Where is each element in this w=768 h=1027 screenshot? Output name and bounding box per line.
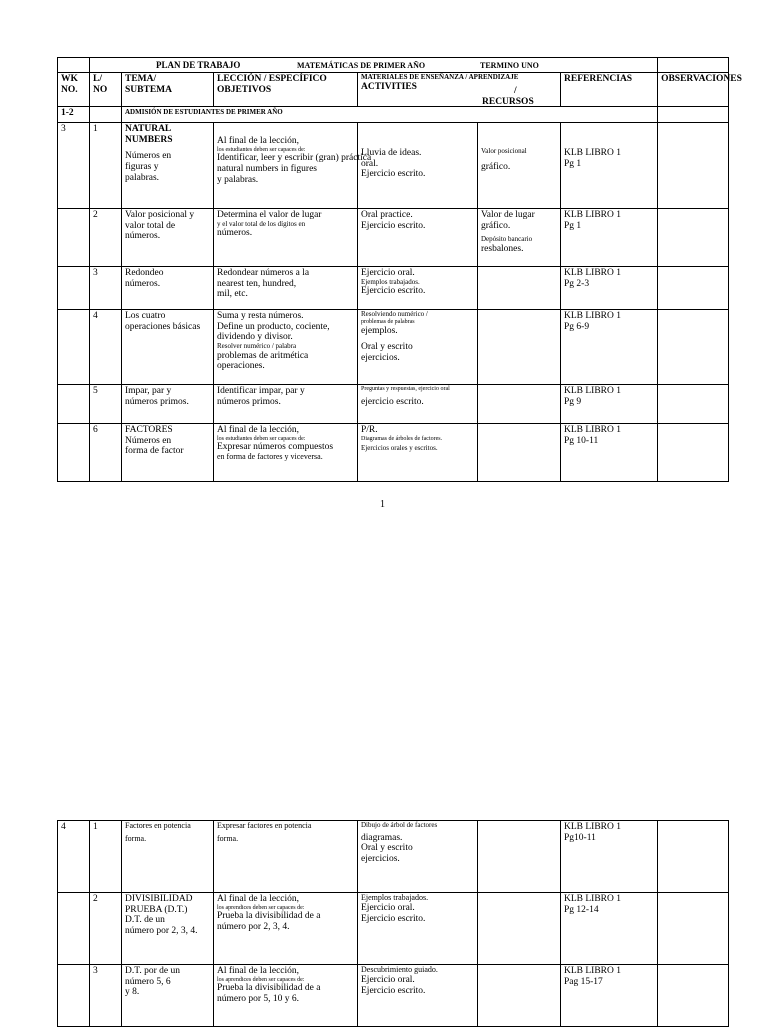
materiales-cell: Resolviendo numérico / problemas de palabras ejemplos. Oral y escrito ejercicios.: [358, 310, 478, 385]
admission-text: ADMISIÓN DE ESTUDIANTES DE PRIMER AÑO: [122, 107, 658, 123]
referencias-cell: KLB LIBRO 1 Pag 15-17: [561, 965, 658, 1027]
column-header-row: [58, 73, 729, 107]
week-cell: 3: [58, 123, 90, 209]
term-title: TERMINO UNO: [480, 61, 539, 70]
col-header-materiales: MATERIALES DE ENSEÑANZA / APRENDIZAJE ACTIVITIES / RECURSOS: [358, 73, 561, 107]
referencias-cell: KLB LIBRO 1 Pg 2-3: [561, 267, 658, 310]
col-header-week: WK NO.: [58, 73, 90, 107]
materiales-cell: Dibujo de árbol de factores diagramas. Oral y escrito ejercicios.: [358, 821, 478, 893]
lesson-cell: 2: [90, 893, 122, 965]
table-row: [58, 385, 729, 424]
referencias-cell: KLB LIBRO 1 Pg 9: [561, 385, 658, 424]
table-row: [58, 310, 729, 385]
col-header-tema: TEMA/ SUBTEMA: [122, 73, 214, 107]
lesson-cell: 1: [90, 821, 122, 893]
recursos-cell: Valor posicional gráfico.: [478, 123, 561, 209]
table-row: [58, 267, 729, 310]
lesson-cell: 5: [90, 385, 122, 424]
col-header-lesson: L/ NO: [90, 73, 122, 107]
materiales-cell: P/R. Diagramas de árboles de factores. Ejercicios orales y escritos.: [358, 424, 478, 482]
tema-cell: Impar, par y números primos.: [122, 385, 214, 424]
materiales-cell: Ejemplos trabajados. Ejercicio oral. Ejercicio escrito.: [358, 893, 478, 965]
tema-cell: DIVISIBILIDAD PRUEBA (D.T.) D.T. de un número por 2, 3, 4.: [122, 893, 214, 965]
leccion-cell: Identificar impar, par y números primos.: [214, 385, 358, 424]
work-plan-table-continued: [57, 820, 729, 1027]
tema-cell: Redondeo números.: [122, 267, 214, 310]
table-row: [58, 821, 729, 893]
table-row: [58, 123, 729, 209]
lesson-cell: 3: [90, 965, 122, 1027]
materiales-cell: Lluvia de ideas. oral. Ejercicio escrito.: [358, 123, 478, 209]
col-header-observaciones: OBSERVACIONES: [658, 73, 729, 107]
leccion-cell: Determina el valor de lugar y el valor total de los dígitos en números.: [214, 209, 358, 267]
leccion-cell: Al final de la lección, los estudiantes deben ser capaces de: Expresar números compuestos en forma de factores y viceversa.: [214, 424, 358, 482]
table-title-row: [90, 58, 658, 73]
lesson-cell: 1: [90, 123, 122, 209]
tema-cell: NATURAL NUMBERS Números en figuras y palabras.: [122, 123, 214, 209]
week-cell: 4: [58, 821, 90, 893]
materiales-cell: Preguntas y respuestas, ejercicio oral ejercicio escrito.: [358, 385, 478, 424]
materiales-cell: Descubrimiento guiado. Ejercicio oral. Ejercicio escrito.: [358, 965, 478, 1027]
table-row: [58, 893, 729, 965]
leccion-cell: Al final de la lección, los aprendices deben ser capaces de: Prueba la divisibilidad de a número por 5, 10 y 6.: [214, 965, 358, 1027]
leccion-cell: Redondear números a la nearest ten, hundred, mil, etc.: [214, 267, 358, 310]
materiales-cell: Ejercicio oral. Ejemplos trabajados. Ejercicio escrito.: [358, 267, 478, 310]
table-row: [58, 424, 729, 482]
leccion-cell: Al final de la lección, los estudiantes deben ser capaces de: Identificar, leer y escribir (gran) práctica natural numbers in figures y palabras.: [214, 123, 358, 209]
col-header-leccion: LECCIÓN / ESPECÍFICO OBJETIVOS: [214, 73, 358, 107]
referencias-cell: KLB LIBRO 1 Pg10-11: [561, 821, 658, 893]
leccion-cell: Expresar factores en potencia forma.: [214, 821, 358, 893]
table-row: [58, 209, 729, 267]
lesson-cell: 4: [90, 310, 122, 385]
tema-cell: Los cuatro operaciones básicas: [122, 310, 214, 385]
referencias-cell: KLB LIBRO 1 Pg 10-11: [561, 424, 658, 482]
tema-cell: FACTORES Números en forma de factor: [122, 424, 214, 482]
admission-weeks: 1-2: [58, 107, 90, 123]
subject-title: MATEMÁTICAS DE PRIMER AÑO: [297, 61, 426, 70]
lesson-cell: 6: [90, 424, 122, 482]
leccion-cell: Suma y resta números. Define un producto, cociente, dividendo y divisor. Resolver numérico / palabra problemas de aritmética operaciones.: [214, 310, 358, 385]
col-header-referencias: REFERENCIAS: [561, 73, 658, 107]
work-plan-table: [57, 57, 742, 482]
referencias-cell: KLB LIBRO 1 Pg 12-14: [561, 893, 658, 965]
lesson-cell: 2: [90, 209, 122, 267]
tema-cell: D.T. por de un número 5, 6 y 8.: [122, 965, 214, 1027]
referencias-cell: KLB LIBRO 1 Pg 1: [561, 123, 658, 209]
table-row: [58, 965, 729, 1027]
lesson-cell: 3: [90, 267, 122, 310]
materiales-cell: Oral practice. Ejercicio escrito.: [358, 209, 478, 267]
plan-title: PLAN DE TRABAJO: [156, 60, 241, 70]
tema-cell: Valor posicional y valor total de números.: [122, 209, 214, 267]
recursos-cell: Valor de lugar gráfico. Depósito bancario resbalones.: [478, 209, 561, 267]
referencias-cell: KLB LIBRO 1 Pg 6-9: [561, 310, 658, 385]
tema-cell: Factores en potencia forma.: [122, 821, 214, 893]
admission-row: [58, 107, 729, 123]
referencias-cell: KLB LIBRO 1 Pg 1: [561, 209, 658, 267]
page-number: 1: [380, 499, 385, 510]
leccion-cell: Al final de la lección, los aprendices deben ser capaces de: Prueba la divisibilidad de a número por 2, 3, 4.: [214, 893, 358, 965]
